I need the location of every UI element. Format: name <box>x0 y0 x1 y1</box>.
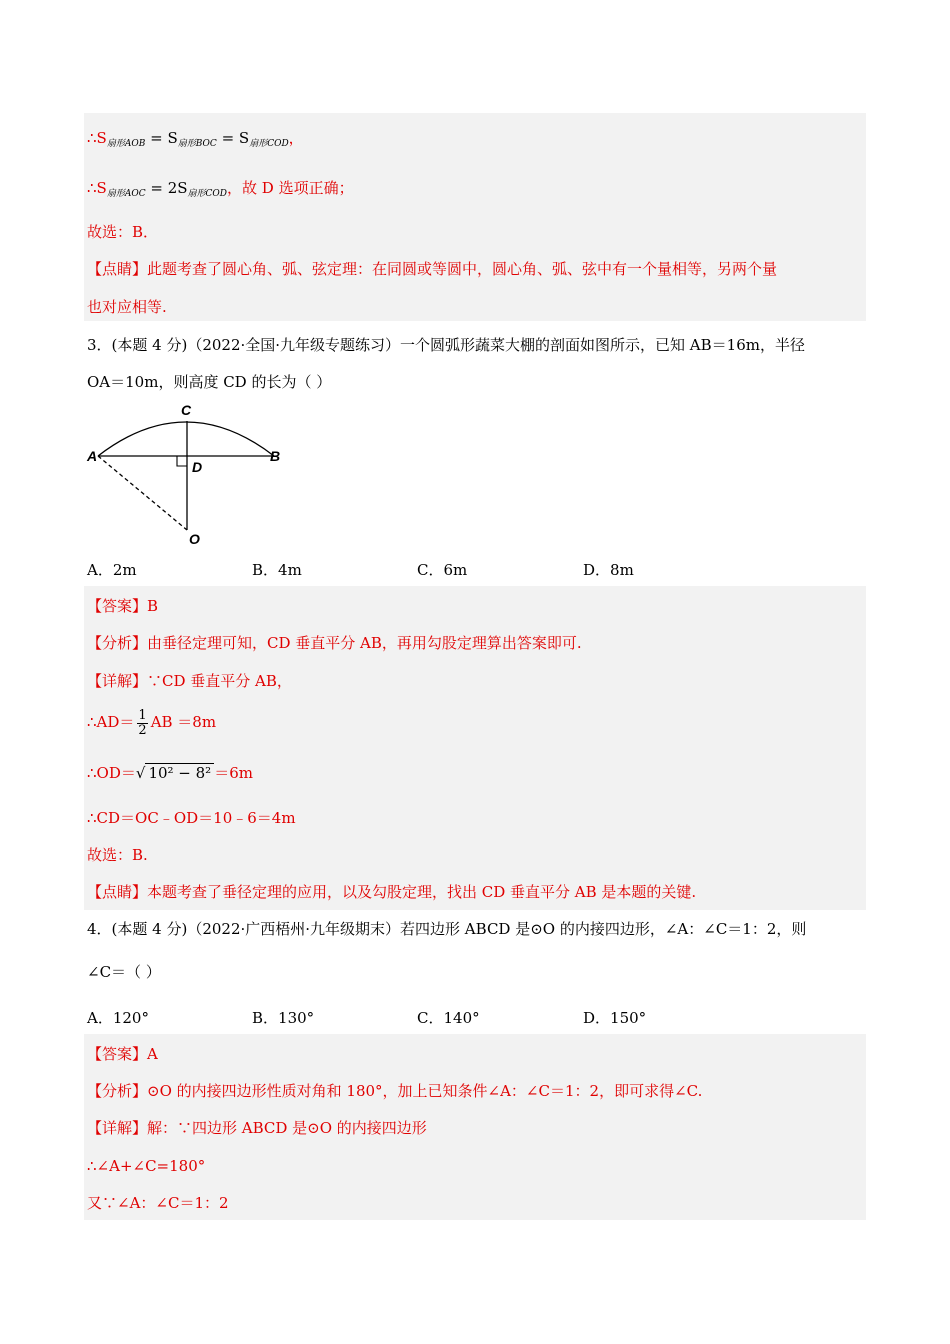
sector-double-line: $\therefore S_{扇形AOC} = 2S_{扇形COD}$，故 D 选项正确； <box>87 179 354 199</box>
q3-step-cd: ∴CD＝OC﹣OD＝10﹣6＝4m <box>87 809 296 827</box>
q3-figure <box>84 398 294 550</box>
arc-AB <box>98 422 274 456</box>
q4-step1: ∴∠A+∠C=180° <box>87 1157 206 1175</box>
q4-option-c: C．140° <box>417 1009 480 1027</box>
label-A: A <box>87 448 98 464</box>
q3-comment: 【点睛】本题考查了垂径定理的应用，以及勾股定理，找出 CD 垂直平分 AB 是本题的关键. <box>87 883 697 901</box>
top-choice: 故选：B． <box>87 223 159 241</box>
q3-option-d: D．8m <box>583 561 634 579</box>
top-comment-line1: 【点睛】此题考查了圆心角、弧、弦定理：在同圆或等圆中，圆心角、弧、弦中有一个量相等，另两个量 <box>87 260 778 278</box>
q4-detail: 【详解】解：∵四边形 ABCD 是⊙O 的内接四边形 <box>87 1119 427 1137</box>
label-D: D <box>192 459 203 475</box>
top-comment-line2: 也对应相等. <box>87 298 167 316</box>
q4-stem-line1: 4．(本题 4 分)（2022·广西梧州·九年级期末）若四边形 ABCD 是⊙O 的内接四边形，∠A：∠C＝1：2，则 <box>87 920 807 938</box>
q4-step2: 又∵∠A：∠C＝1：2 <box>87 1194 229 1212</box>
q4-option-d: D．150° <box>583 1009 647 1027</box>
q3-stem-line2: OA＝10m，则高度 CD 的长为（ ） <box>87 373 332 391</box>
segment-AO <box>98 456 187 530</box>
q3-option-b: B．4m <box>252 561 302 579</box>
q4-stem-line2: ∠C＝（ ） <box>87 963 161 981</box>
q3-step-ad: ∴AD＝ $\frac{1}{2}$ AB ＝8m <box>87 707 217 738</box>
q3-choice: 故选：B. <box>87 846 148 864</box>
sector-equality-line: $\therefore S_{扇形AOB} = S_{扇形BOC} = S_{扇形COD}$， <box>87 129 304 149</box>
right-angle-mark <box>177 456 187 466</box>
label-B: B <box>270 448 281 464</box>
q3-option-c: C．6m <box>417 561 468 579</box>
q4-analysis: 【分析】⊙O 的内接四边形性质对角和 180°，加上已知条件∠A：∠C＝1：2，即可求得∠C. <box>87 1082 703 1100</box>
q3-analysis: 【分析】由垂径定理可知，CD 垂直平分 AB，再用勾股定理算出答案即可. <box>87 634 582 652</box>
label-O: O <box>189 531 200 547</box>
q3-stem-line1: 3．(本题 4 分)（2022·全国·九年级专题练习）一个圆弧形蔬菜大棚的剖面如图所示，已知 AB＝16m，半径 <box>87 336 805 354</box>
q3-option-a: A．2m <box>87 561 137 579</box>
q4-answer: 【答案】A <box>87 1045 158 1063</box>
q4-option-b: B．130° <box>252 1009 315 1027</box>
q3-answer: 【答案】B <box>87 597 159 615</box>
fraction-half: $\frac{1}{2}$ <box>138 707 147 738</box>
q4-option-a: A．120° <box>87 1009 149 1027</box>
sqrt-sign: √ <box>135 764 146 782</box>
q3-detail: 【详解】∵CD 垂直平分 AB， <box>87 672 292 690</box>
q3-step-od: ∴OD＝√ 10² − 8² ＝6m <box>87 764 253 782</box>
label-C: C <box>181 402 192 418</box>
